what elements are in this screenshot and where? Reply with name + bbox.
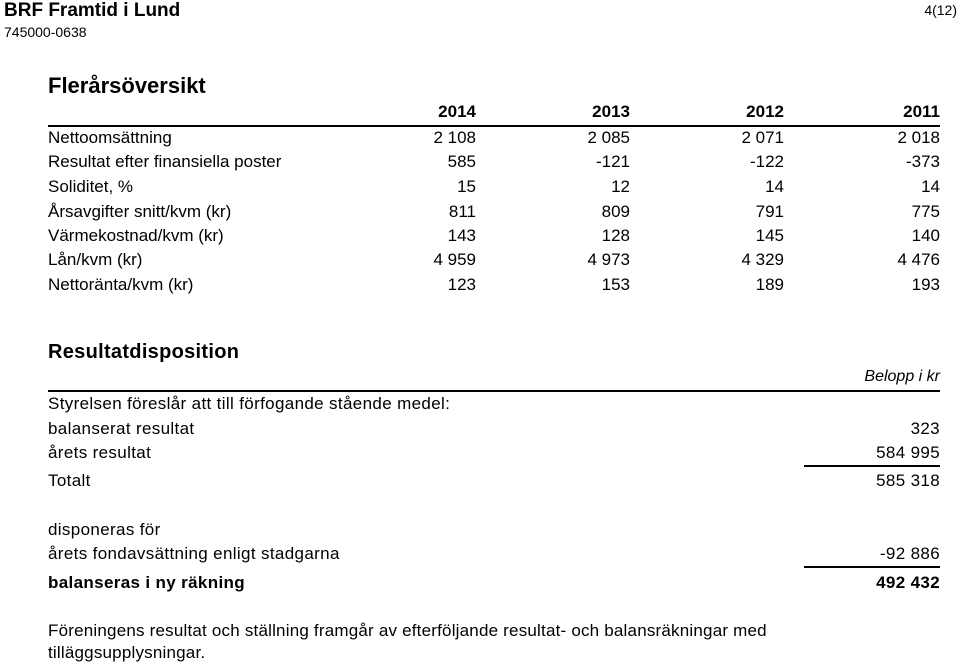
sum-rule [804, 465, 940, 467]
cell-value: 189 [755, 275, 784, 294]
overview-header-rule [48, 125, 940, 127]
disposition-row [48, 443, 940, 467]
row-label: Nettoränta/kvm (kr) [48, 275, 194, 294]
row-label: Soliditet, % [48, 177, 134, 196]
year-header: 2011 [903, 102, 940, 121]
cell-value: 193 [911, 275, 940, 294]
cell-value: 811 [448, 202, 476, 221]
table-row [0, 202, 960, 226]
organization-name: BRF Framtid i Lund [4, 0, 181, 21]
row-label: Årsavgifter snitt/kvm (kr) [48, 202, 232, 221]
overview-year-header [0, 102, 960, 124]
cell-value: 775 [911, 202, 940, 221]
row-label: balanseras i ny räkning [48, 573, 246, 592]
table-row [0, 275, 960, 299]
table-row [0, 177, 960, 201]
row-amount: 585 318 [876, 471, 940, 490]
cell-value: 4 329 [741, 250, 784, 269]
cell-value: 2 085 [587, 128, 630, 147]
table-row [0, 152, 960, 176]
overview-title: Flerårsöversikt [48, 73, 206, 98]
row-amount: -92 886 [879, 544, 940, 563]
amount-column-header: Belopp i kr [864, 368, 940, 385]
disposition-title: Resultatdisposition [48, 341, 240, 363]
cell-value: -121 [595, 152, 630, 171]
sum-rule [804, 566, 940, 568]
cell-value: -122 [749, 152, 784, 171]
row-label: Totalt [48, 471, 91, 490]
cell-value: -373 [905, 152, 940, 171]
row-amount: 492 432 [876, 573, 940, 592]
row-amount: 584 995 [876, 443, 940, 462]
cell-value: 15 [457, 177, 476, 196]
cell-value: 153 [601, 275, 630, 294]
row-label: disponeras för [48, 520, 161, 539]
cell-value: 2 018 [897, 128, 940, 147]
cell-value: 791 [755, 202, 784, 221]
cell-value: 14 [765, 177, 784, 196]
cell-value: 12 [611, 177, 630, 196]
row-label: Lån/kvm (kr) [48, 250, 143, 269]
cell-value: 140 [911, 226, 940, 245]
cell-value: 4 973 [587, 250, 630, 269]
row-label: Nettoomsättning [48, 128, 172, 147]
cell-value: 4 476 [897, 250, 940, 269]
row-label: balanserat resultat [48, 419, 195, 438]
cell-value: 145 [755, 226, 784, 245]
disposition-total-row [48, 471, 940, 495]
cell-value: 123 [447, 275, 476, 294]
cell-value: 4 959 [433, 250, 476, 269]
table-row [0, 128, 960, 152]
cell-value: 128 [601, 226, 630, 245]
row-amount: 323 [910, 419, 940, 438]
disposition-row [48, 419, 940, 443]
disposition-header-rule [48, 390, 940, 392]
disposition-subheading [48, 520, 940, 544]
table-row [0, 250, 960, 274]
year-header: 2013 [592, 102, 630, 121]
cell-value: 585 [447, 152, 476, 171]
cell-value: 809 [601, 202, 630, 221]
cell-value: 143 [447, 226, 476, 245]
page-number: 4(12) [924, 2, 957, 18]
row-label: Värmekostnad/kvm (kr) [48, 226, 224, 245]
disposition-row [48, 544, 940, 568]
cell-value: 2 071 [741, 128, 784, 147]
cell-value: 2 108 [433, 128, 476, 147]
disposition-carry-row [48, 573, 940, 597]
table-row [0, 226, 960, 250]
row-label: Resultat efter finansiella poster [48, 152, 282, 171]
footer-note: Föreningens resultat och ställning framgår av efterföljande resultat- och balansräkningar med tilläggsupplysningar. [48, 621, 767, 662]
year-header: 2014 [438, 102, 476, 121]
row-label: årets resultat [48, 443, 152, 462]
row-label: årets fondavsättning enligt stadgarna [48, 544, 340, 563]
disposition-intro [48, 394, 940, 418]
year-header: 2012 [746, 102, 784, 121]
intro-text: Styrelsen föreslår att till förfogande stående medel: [48, 394, 451, 413]
cell-value: 14 [921, 177, 940, 196]
organization-number: 745000-0638 [4, 24, 87, 40]
